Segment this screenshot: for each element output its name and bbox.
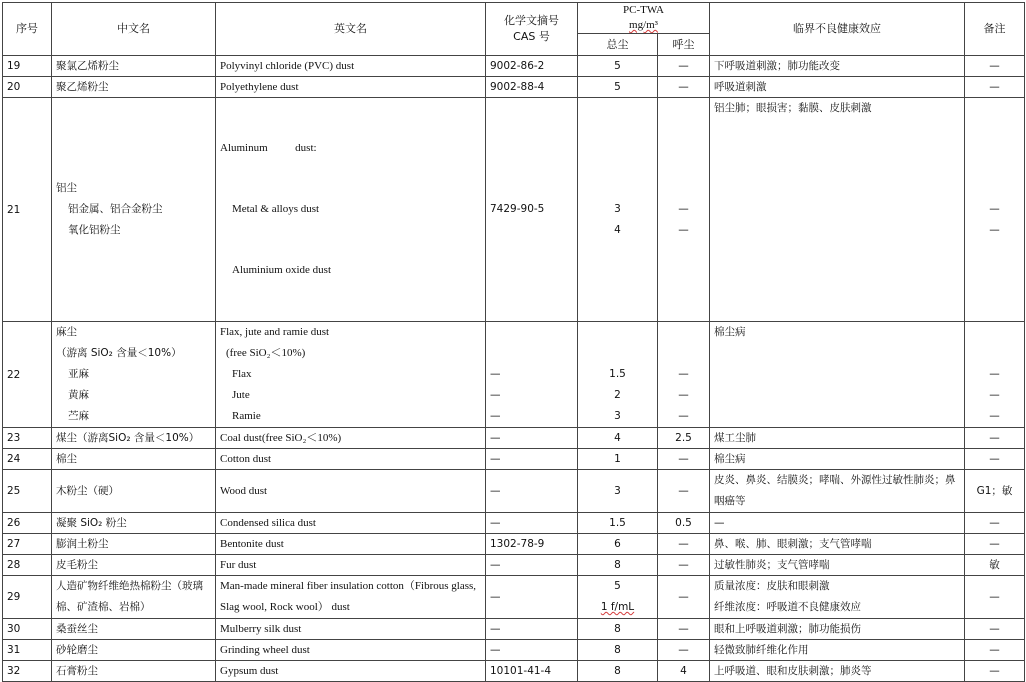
row-chinese-name: 棉尘 — [52, 449, 216, 470]
row-seq: 31 — [3, 640, 52, 661]
row-health-effect: 过敏性肺炎；支气管哮喘 — [710, 555, 965, 576]
health-effect-value: 纤维浓度：呼吸道不良健康效应 — [714, 601, 862, 613]
row-seq: 22 — [3, 322, 52, 428]
table-row — [3, 555, 1025, 576]
row-total-dust: 8 — [578, 661, 658, 682]
row-respirable-dust: — — [658, 640, 710, 661]
row-seq: 25 — [3, 470, 52, 513]
header-chinese-name: 中文名 — [52, 3, 216, 56]
row-health-effect: 煤工尘肺 — [710, 428, 965, 449]
row-total-dust — [578, 322, 658, 428]
row-english-name: Cotton dust — [216, 449, 486, 470]
row-respirable-dust: — — [658, 555, 710, 576]
row-respirable-dust: — — [658, 534, 710, 555]
row-total-dust: 8 — [578, 555, 658, 576]
row-note: — — [965, 576, 1025, 619]
row-health-effect: — — [710, 513, 965, 534]
header-note: 备注 — [965, 3, 1025, 56]
table-row — [3, 77, 1025, 98]
row-note: — — [965, 661, 1025, 682]
total-dust-value: 4 — [614, 224, 621, 236]
header-pc-twa-label: PC-TWA — [623, 4, 664, 16]
row-seq: 21 — [3, 98, 52, 322]
table-row — [3, 661, 1025, 682]
english-name-note: (free SiO₂＜10%) — [226, 347, 306, 359]
english-name-main: Flax, jute and ramie dust — [220, 326, 330, 338]
occupational-exposure-limits-table — [2, 2, 1025, 682]
cas-value: 7429-90-5 — [490, 203, 545, 215]
row-note: — — [965, 513, 1025, 534]
row-cas: 9002-86-2 — [486, 56, 578, 77]
row-note: — — [965, 449, 1025, 470]
row-respirable-dust: — — [658, 470, 710, 513]
row-seq: 23 — [3, 428, 52, 449]
header-health-effect: 临界不良健康效应 — [710, 3, 965, 56]
row-respirable-dust: 4 — [658, 661, 710, 682]
row-english-name: Polyvinyl chloride (PVC) dust — [216, 56, 486, 77]
row-english-name: Grinding wheel dust — [216, 640, 486, 661]
row-cas: 10101-41-4 — [486, 661, 578, 682]
row-total-dust: 5 — [578, 56, 658, 77]
note-value: — — [989, 224, 1000, 236]
row-note: G1；敏 — [965, 470, 1025, 513]
table-row — [3, 640, 1025, 661]
row-english-name: Wood dust — [216, 470, 486, 513]
total-dust-value: 3 — [614, 203, 621, 215]
english-name-sub: Flax — [232, 368, 252, 380]
row-total-dust: 4 — [578, 428, 658, 449]
row-chinese-name: 人造矿物纤维绝热棉粉尘（玻璃棉、矿渣棉、岩棉） — [52, 576, 216, 619]
header-pc-twa — [578, 3, 710, 34]
chinese-name-sub: 氧化铝粉尘 — [68, 224, 121, 236]
row-cas: — — [486, 619, 578, 640]
chinese-name-sub: 铝金属、铝合金粉尘 — [68, 203, 163, 215]
note-value: — — [989, 203, 1000, 215]
row-health-effect: 下呼吸道刺激；肺功能改变 — [710, 56, 965, 77]
table-row — [3, 470, 1025, 513]
english-name-main: Aluminum dust: — [220, 142, 317, 154]
row-seq: 30 — [3, 619, 52, 640]
row-respirable-dust: — — [658, 619, 710, 640]
row-note: — — [965, 534, 1025, 555]
header-respirable-dust: 呼尘 — [658, 34, 710, 56]
respirable-dust-value: — — [678, 368, 689, 380]
chinese-name-sub: 黄麻 — [68, 389, 89, 401]
row-respirable-dust: — — [658, 449, 710, 470]
row-cas: — — [486, 640, 578, 661]
row-note — [965, 322, 1025, 428]
health-effect-value: 棉尘病 — [714, 326, 746, 338]
row-cas: 1302-78-9 — [486, 534, 578, 555]
row-note: — — [965, 640, 1025, 661]
row-note: — — [965, 428, 1025, 449]
table-row — [3, 576, 1025, 619]
row-note: 敏 — [965, 555, 1025, 576]
health-effect-value: 铝尘肺；眼损害；黏膜、皮肤刺激 — [714, 102, 872, 114]
cas-value: — — [490, 368, 501, 380]
row-chinese-name: 砂轮磨尘 — [52, 640, 216, 661]
respirable-dust-value: — — [678, 410, 689, 422]
header-row — [3, 3, 1025, 34]
table-row — [3, 449, 1025, 470]
chinese-name-note: （游离 SiO₂ 含量＜10%） — [56, 347, 182, 359]
row-seq: 26 — [3, 513, 52, 534]
row-english-name — [216, 98, 486, 322]
english-name-sub: Metal & alloys dust — [232, 203, 320, 215]
row-total-dust: 3 — [578, 470, 658, 513]
row-chinese-name: 桑蚕丝尘 — [52, 619, 216, 640]
total-dust-value: 5 — [614, 580, 621, 592]
row-total-dust: 5 — [578, 77, 658, 98]
row-total-dust: 8 — [578, 640, 658, 661]
table-row — [3, 322, 1025, 428]
row-chinese-name — [52, 322, 216, 428]
chinese-name-sub: 亚麻 — [68, 368, 89, 380]
row-seq: 28 — [3, 555, 52, 576]
total-dust-value: 1.5 — [609, 368, 626, 380]
row-note: — — [965, 56, 1025, 77]
row-respirable-dust: 2.5 — [658, 428, 710, 449]
cas-value: — — [490, 410, 501, 422]
row-english-name: Fur dust — [216, 555, 486, 576]
row-english-name: Bentonite dust — [216, 534, 486, 555]
row-chinese-name: 煤尘（游离SiO₂ 含量＜10%） — [52, 428, 216, 449]
row-health-effect — [710, 322, 965, 428]
chinese-name-main: 麻尘 — [56, 326, 77, 338]
row-health-effect: 轻微致肺纤维化作用 — [710, 640, 965, 661]
row-seq: 24 — [3, 449, 52, 470]
chinese-name-sub: 苎麻 — [68, 410, 89, 422]
row-chinese-name: 聚氯乙烯粉尘 — [52, 56, 216, 77]
row-health-effect: 上呼吸道、眼和皮肤刺激；肺炎等 — [710, 661, 965, 682]
header-cas-line1: 化学文摘号 — [504, 14, 559, 27]
row-health-effect: 鼻、喉、肺、眼刺激；支气管哮喘 — [710, 534, 965, 555]
row-english-name: Condensed silica dust — [216, 513, 486, 534]
table-row — [3, 98, 1025, 322]
note-value: — — [989, 410, 1000, 422]
row-note: — — [965, 619, 1025, 640]
row-english-name: Coal dust(free SiO₂＜10%) — [216, 428, 486, 449]
total-dust-value: 1 f/mL — [600, 601, 635, 613]
english-name-sub: Aluminium oxide dust — [232, 264, 331, 276]
row-respirable-dust: — — [658, 576, 710, 619]
english-name-sub: Jute — [232, 389, 250, 401]
row-respirable-dust: — — [658, 56, 710, 77]
english-name-sub: Ramie — [232, 410, 261, 422]
row-health-effect: 眼和上呼吸道刺激；肺功能损伤 — [710, 619, 965, 640]
chinese-name-main: 铝尘 — [56, 182, 77, 194]
table-row — [3, 619, 1025, 640]
row-cas: — — [486, 555, 578, 576]
row-english-name — [216, 322, 486, 428]
row-respirable-dust: — — [658, 77, 710, 98]
row-seq: 27 — [3, 534, 52, 555]
row-cas — [486, 322, 578, 428]
total-dust-value: 3 — [614, 410, 621, 422]
cas-value: — — [490, 389, 501, 401]
row-health-effect: 呼吸道刺激 — [710, 77, 965, 98]
row-note — [965, 98, 1025, 322]
row-cas: — — [486, 513, 578, 534]
header-seq: 序号 — [3, 3, 52, 56]
row-total-dust: 8 — [578, 619, 658, 640]
row-chinese-name — [52, 98, 216, 322]
row-total-dust: 1 — [578, 449, 658, 470]
row-cas: 9002-88-4 — [486, 77, 578, 98]
row-note: — — [965, 77, 1025, 98]
row-respirable-dust: 0.5 — [658, 513, 710, 534]
row-chinese-name: 木粉尘（硬） — [52, 470, 216, 513]
table-row — [3, 428, 1025, 449]
row-english-name: Mulberry silk dust — [216, 619, 486, 640]
header-unit: mg/m³ — [629, 19, 658, 31]
row-cas: — — [486, 576, 578, 619]
row-seq: 29 — [3, 576, 52, 619]
header-cas-line2: CAS 号 — [513, 30, 550, 43]
health-effect-value: 质量浓度：皮肤和眼刺激 — [714, 580, 830, 592]
header-cas — [486, 3, 578, 56]
row-health-effect: 皮炎、鼻炎、结膜炎；哮喘、外源性过敏性肺炎；鼻咽癌等 — [710, 470, 965, 513]
row-seq: 32 — [3, 661, 52, 682]
row-seq: 19 — [3, 56, 52, 77]
row-respirable-dust — [658, 98, 710, 322]
row-health-effect — [710, 98, 965, 322]
row-total-dust: 6 — [578, 534, 658, 555]
row-chinese-name: 皮毛粉尘 — [52, 555, 216, 576]
note-value: — — [989, 389, 1000, 401]
row-english-name: Gypsum dust — [216, 661, 486, 682]
row-cas — [486, 98, 578, 322]
row-total-dust — [578, 98, 658, 322]
row-health-effect — [710, 576, 965, 619]
row-seq: 20 — [3, 77, 52, 98]
respirable-dust-value: — — [678, 224, 689, 236]
row-english-name: Polyethylene dust — [216, 77, 486, 98]
row-cas: — — [486, 449, 578, 470]
total-dust-value: 2 — [614, 389, 621, 401]
header-total-dust: 总尘 — [578, 34, 658, 56]
row-total-dust: 1.5 — [578, 513, 658, 534]
row-chinese-name: 石膏粉尘 — [52, 661, 216, 682]
row-total-dust — [578, 576, 658, 619]
table-row — [3, 513, 1025, 534]
header-english-name: 英文名 — [216, 3, 486, 56]
row-respirable-dust — [658, 322, 710, 428]
row-english-name: Man-made mineral fiber insulation cotton（Fibrous glass, Slag wool, Rock wool） dust — [216, 576, 486, 619]
table-row — [3, 534, 1025, 555]
respirable-dust-value: — — [678, 389, 689, 401]
row-chinese-name: 膨润土粉尘 — [52, 534, 216, 555]
row-cas: — — [486, 470, 578, 513]
note-value: — — [989, 368, 1000, 380]
row-chinese-name: 聚乙烯粉尘 — [52, 77, 216, 98]
row-health-effect: 棉尘病 — [710, 449, 965, 470]
respirable-dust-value: — — [678, 203, 689, 215]
row-chinese-name: 凝聚 SiO₂ 粉尘 — [52, 513, 216, 534]
table-row — [3, 56, 1025, 77]
row-cas: — — [486, 428, 578, 449]
